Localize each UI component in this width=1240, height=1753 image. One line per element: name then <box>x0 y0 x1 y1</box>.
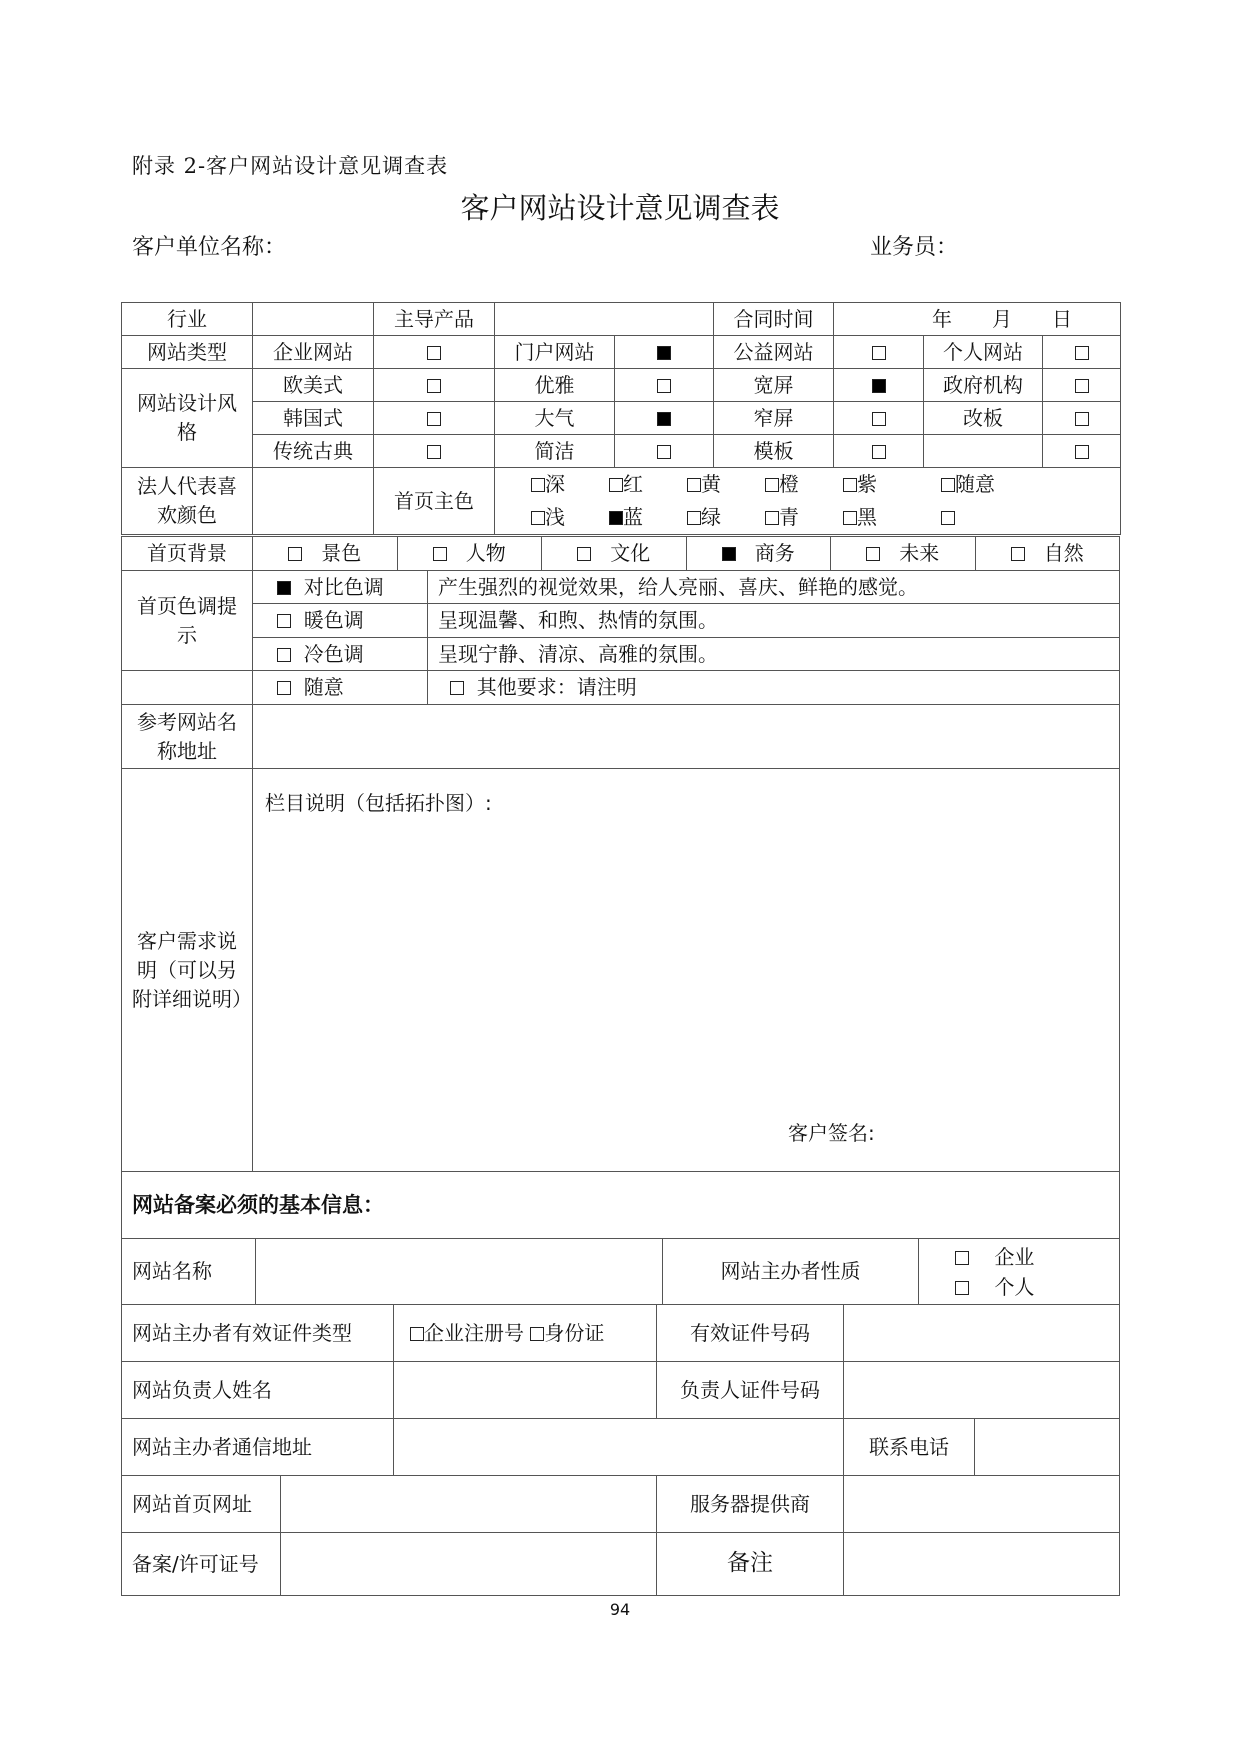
cert-type-options <box>394 1305 657 1362</box>
checkbox-icon[interactable] <box>427 412 441 426</box>
manager-cert-label: 负责人证件号码 <box>657 1362 844 1419</box>
reference-site-field[interactable] <box>253 705 1120 769</box>
color-option-label: 红 <box>623 472 643 496</box>
empty-cell <box>122 671 253 705</box>
page-number: 94 <box>609 1600 631 1619</box>
survey-table-basic <box>121 302 1121 535</box>
filing-row-site-name <box>121 1238 1120 1305</box>
site-type-checkbox[interactable] <box>1043 336 1121 369</box>
site-name-field[interactable] <box>256 1239 663 1305</box>
industry-field[interactable] <box>253 303 374 336</box>
color-option[interactable] <box>765 470 843 499</box>
tone-option[interactable] <box>253 604 428 638</box>
background-option[interactable] <box>542 537 687 571</box>
salesperson-label: 业务员： <box>870 235 959 260</box>
color-option-label: 青 <box>779 505 799 529</box>
homepage-field[interactable] <box>281 1476 657 1533</box>
color-option-label: 浅 <box>545 505 565 529</box>
cert-type-label: 网站主办者有效证件类型 <box>122 1305 394 1362</box>
month-label: 月 <box>992 306 1012 331</box>
site-name-label: 网站名称 <box>122 1239 256 1305</box>
tone-description: 呈现宁静、清凉、高雅的氛围。 <box>428 638 1120 671</box>
reference-site-label: 参考网站名称地址 <box>122 705 253 769</box>
checkbox-icon[interactable] <box>1075 379 1089 393</box>
color-option-label: 黄 <box>701 472 721 496</box>
background-option[interactable] <box>686 537 831 571</box>
industry-label: 行业 <box>122 303 253 336</box>
cert-number-label: 有效证件号码 <box>657 1305 844 1362</box>
style-checkbox[interactable] <box>615 402 714 435</box>
tone-description: 产生强烈的视觉效果，给人亮丽、喜庆、鲜艳的感觉。 <box>428 571 1120 604</box>
checkbox-icon[interactable] <box>955 1251 969 1265</box>
address-label: 网站主办者通信地址 <box>122 1419 394 1476</box>
checkbox-icon[interactable] <box>872 445 886 459</box>
style-option-label: 韩国式 <box>253 402 374 435</box>
tone-table <box>121 570 1120 1172</box>
server-field[interactable] <box>844 1476 1120 1533</box>
checkbox-icon[interactable] <box>427 445 441 459</box>
color-option-label: 绿 <box>701 505 721 529</box>
checkbox-icon[interactable] <box>609 478 623 492</box>
cert-option-label: 企业注册号 <box>424 1320 524 1345</box>
sponsor-nature-options <box>919 1239 1120 1305</box>
other-requirements-label: 其他要求：请注明 <box>476 675 637 699</box>
style-option-label <box>924 435 1043 468</box>
checkbox-icon[interactable] <box>1075 412 1089 426</box>
color-option[interactable] <box>765 503 843 532</box>
manager-cert-field[interactable] <box>844 1362 1120 1419</box>
filing-heading: 网站备案必须的基本信息： <box>122 1172 1120 1239</box>
color-option-label: 深 <box>545 472 565 496</box>
manager-name-label: 网站负责人姓名 <box>122 1362 394 1419</box>
tone-option-label: 冷色调 <box>303 641 364 666</box>
color-option[interactable] <box>609 470 687 499</box>
checkbox-icon[interactable] <box>277 648 291 662</box>
color-option[interactable] <box>609 503 687 532</box>
background-table <box>121 536 1120 571</box>
tone-option-label: 对比色调 <box>303 574 384 599</box>
color-option[interactable] <box>941 503 1021 532</box>
style-option-label: 宽屏 <box>714 369 834 402</box>
background-option[interactable] <box>253 537 398 571</box>
server-label: 服务器提供商 <box>657 1476 844 1533</box>
checkbox-icon[interactable] <box>872 346 886 360</box>
filing-rows-bottom <box>121 1475 1120 1596</box>
main-color-label: 首页主色 <box>374 468 495 535</box>
style-option-label: 模板 <box>714 435 834 468</box>
checkbox-icon[interactable] <box>531 478 545 492</box>
checkbox-icon[interactable] <box>941 478 955 492</box>
other-requirements-option[interactable] <box>428 671 1120 705</box>
site-type-option-label: 个人网站 <box>924 336 1043 369</box>
style-option-label: 大气 <box>495 402 615 435</box>
tone-any-option[interactable] <box>253 671 428 705</box>
site-type-checkbox[interactable] <box>834 336 924 369</box>
background-option-label: 人物 <box>465 541 506 565</box>
day-label: 日 <box>1052 306 1072 331</box>
style-checkbox[interactable] <box>834 402 924 435</box>
background-option[interactable] <box>831 537 976 571</box>
checkbox-icon[interactable] <box>843 511 857 525</box>
checkbox-icon[interactable] <box>657 445 671 459</box>
legal-rep-color-field[interactable] <box>253 468 374 535</box>
style-checkbox[interactable] <box>374 435 495 468</box>
checkbox-icon[interactable] <box>722 547 736 561</box>
tone-description: 呈现温馨、和煦、热情的氛围。 <box>428 604 1120 638</box>
background-option-label: 未来 <box>899 541 940 565</box>
nature-option-label: 个人 <box>994 1274 1035 1299</box>
checkbox-icon[interactable] <box>687 478 701 492</box>
phone-label: 联系电话 <box>844 1419 975 1476</box>
site-type-label: 网站类型 <box>122 336 253 369</box>
tone-label: 首页色调提示 <box>122 571 253 671</box>
style-option-label: 传统古典 <box>253 435 374 468</box>
background-option-label: 景色 <box>321 541 362 565</box>
checkbox-icon[interactable] <box>765 511 779 525</box>
color-option-label: 橙 <box>779 472 799 496</box>
checkbox-icon[interactable] <box>866 547 880 561</box>
site-type-checkbox[interactable] <box>374 336 495 369</box>
background-option[interactable] <box>975 537 1120 571</box>
sponsor-nature-label: 网站主办者性质 <box>663 1239 919 1305</box>
year-label: 年 <box>932 306 952 331</box>
main-color-options <box>495 468 1121 535</box>
nature-option[interactable] <box>955 1272 1115 1302</box>
checkbox-icon[interactable] <box>872 412 886 426</box>
checkbox-icon[interactable] <box>765 478 779 492</box>
checkbox-icon[interactable] <box>427 379 441 393</box>
checkbox-icon[interactable] <box>1011 547 1025 561</box>
checkbox-icon[interactable] <box>410 1327 424 1341</box>
checkbox-icon[interactable] <box>450 681 464 695</box>
contract-date-field[interactable] <box>834 303 1121 336</box>
remark-field[interactable] <box>844 1533 1120 1596</box>
appendix-heading: 附录 2-客户网站设计意见调查表 <box>132 154 449 178</box>
style-option-label: 改板 <box>924 402 1043 435</box>
checkbox-icon[interactable] <box>1075 445 1089 459</box>
checkbox-icon[interactable] <box>941 511 955 525</box>
tone-any-label: 随意 <box>303 675 344 699</box>
checkbox-icon[interactable] <box>577 547 591 561</box>
color-option-label: 紫 <box>857 472 877 496</box>
legal-rep-color-label: 法人代表喜欢颜色 <box>122 468 253 535</box>
tone-option[interactable] <box>253 571 428 604</box>
design-style-label: 网站设计风格 <box>122 369 253 468</box>
background-label: 首页背景 <box>122 537 253 571</box>
style-checkbox[interactable] <box>374 402 495 435</box>
checkbox-icon[interactable] <box>657 346 671 360</box>
color-option[interactable] <box>843 503 941 532</box>
checkbox-icon[interactable] <box>530 1327 544 1341</box>
style-option-label: 优雅 <box>495 369 615 402</box>
style-checkbox[interactable] <box>834 369 924 402</box>
main-product-field[interactable] <box>495 303 714 336</box>
cert-number-field[interactable] <box>844 1305 1120 1362</box>
background-option-label: 文化 <box>610 541 651 565</box>
checkbox-icon[interactable] <box>277 614 291 628</box>
nature-option-label: 企业 <box>994 1244 1035 1269</box>
site-type-checkbox[interactable] <box>615 336 714 369</box>
color-option[interactable] <box>531 503 609 532</box>
background-option-label: 商务 <box>754 541 795 565</box>
main-product-label: 主导产品 <box>374 303 495 336</box>
checkbox-icon[interactable] <box>1075 346 1089 360</box>
filing-heading-table <box>121 1171 1120 1239</box>
checkbox-icon[interactable] <box>872 379 886 393</box>
filing-rows <box>121 1304 1120 1476</box>
style-checkbox[interactable] <box>615 435 714 468</box>
checkbox-icon[interactable] <box>288 547 302 561</box>
cert-option[interactable] <box>410 1321 524 1345</box>
site-type-option-label: 门户网站 <box>495 336 615 369</box>
requirements-field[interactable] <box>253 769 1120 1172</box>
cert-option-label: 身份证 <box>544 1320 605 1345</box>
address-field[interactable] <box>394 1419 844 1476</box>
license-label: 备案/许可证号 <box>122 1533 281 1596</box>
style-checkbox[interactable] <box>1043 369 1121 402</box>
style-checkbox[interactable] <box>1043 435 1121 468</box>
client-unit-label: 客户单位名称： <box>132 235 287 260</box>
cert-option[interactable] <box>530 1321 604 1345</box>
requirements-label: 客户需求说明（可以另附详细说明） <box>122 769 253 1172</box>
checkbox-icon[interactable] <box>843 478 857 492</box>
color-option[interactable] <box>687 470 765 499</box>
checkbox-icon[interactable] <box>277 681 291 695</box>
column-note: 栏目说明（包括拓扑图）: <box>265 791 492 815</box>
nature-option[interactable] <box>955 1242 1115 1272</box>
contract-time-label: 合同时间 <box>714 303 834 336</box>
checkbox-icon[interactable] <box>955 1281 969 1295</box>
style-checkbox[interactable] <box>374 369 495 402</box>
site-type-option-label: 企业网站 <box>253 336 374 369</box>
style-option-label: 简洁 <box>495 435 615 468</box>
color-option[interactable] <box>531 470 609 499</box>
tone-option-label: 暖色调 <box>303 608 364 632</box>
license-field[interactable] <box>281 1533 657 1596</box>
color-option[interactable] <box>941 470 1021 499</box>
phone-field[interactable] <box>975 1419 1120 1476</box>
checkbox-icon[interactable] <box>277 581 291 595</box>
homepage-label: 网站首页网址 <box>122 1476 281 1533</box>
style-option-label: 政府机构 <box>924 369 1043 402</box>
background-option-label: 自然 <box>1043 541 1084 565</box>
site-type-option-label: 公益网站 <box>714 336 834 369</box>
checkbox-icon[interactable] <box>687 511 701 525</box>
manager-name-field[interactable] <box>394 1362 657 1419</box>
style-option-label: 窄屏 <box>714 402 834 435</box>
style-checkbox[interactable] <box>1043 402 1121 435</box>
style-checkbox[interactable] <box>615 369 714 402</box>
checkbox-icon[interactable] <box>657 379 671 393</box>
checkbox-icon[interactable] <box>657 412 671 426</box>
checkbox-icon[interactable] <box>427 346 441 360</box>
color-option[interactable] <box>843 470 941 499</box>
checkbox-icon[interactable] <box>433 547 447 561</box>
color-option[interactable] <box>687 503 765 532</box>
checkbox-icon[interactable] <box>609 511 623 525</box>
style-checkbox[interactable] <box>834 435 924 468</box>
remark-label: 备注 <box>657 1533 844 1596</box>
color-option-label: 蓝 <box>623 505 643 529</box>
style-option-label: 欧美式 <box>253 369 374 402</box>
background-option[interactable] <box>397 537 542 571</box>
page-title: 客户网站设计意见调查表 <box>460 191 780 225</box>
checkbox-icon[interactable] <box>531 511 545 525</box>
color-option-label: 随意 <box>955 472 995 496</box>
tone-option[interactable] <box>253 638 428 671</box>
color-option-label: 黑 <box>857 505 877 529</box>
client-signature-label: 客户签名: <box>788 1121 875 1145</box>
